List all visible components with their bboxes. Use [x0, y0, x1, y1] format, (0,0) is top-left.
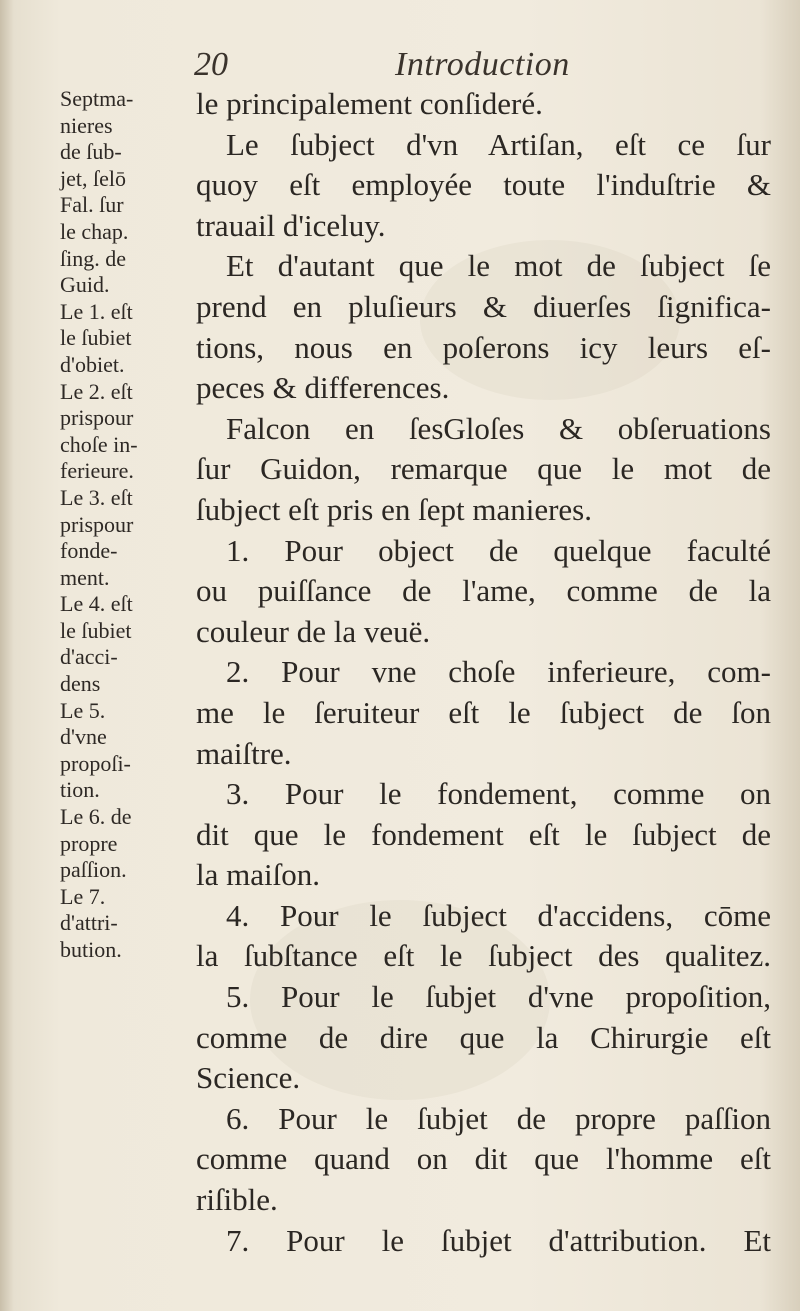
margin-note-line: d'obiet.	[60, 351, 125, 377]
margin-note-line: ment.	[60, 564, 110, 590]
text-line: 1. Pour object de quelque faculté	[226, 532, 771, 568]
text-line: peces & differences.	[196, 370, 450, 406]
text-line: Et d'autant que le mot de ſubject ſe	[226, 248, 771, 284]
margin-note-line: le ſubiet	[60, 325, 132, 351]
text-line: 5. Pour le ſubjet d'vne propoſition,	[226, 979, 771, 1015]
margin-note-line: le chap.	[60, 218, 129, 244]
margin-note-line: propoſi-	[60, 750, 131, 776]
text-line: la ſubſtance eſt le ſubject des qualitez.	[196, 938, 771, 974]
text-line: comme quand on dit que l'homme eſt	[196, 1141, 771, 1177]
running-head: Introduction	[395, 46, 570, 83]
text-line: 6. Pour le ſubjet de propre paſſion	[226, 1100, 771, 1136]
text-line: ſubject eſt pris en ſept manieres.	[196, 491, 592, 527]
margin-note-line: Le 1. eſt	[60, 298, 133, 324]
margin-note-line: d'acci-	[60, 644, 118, 670]
page-number: 20	[194, 46, 228, 83]
text-line: maiſtre.	[196, 735, 292, 771]
margin-note-line: choſe in-	[60, 431, 138, 457]
text-line: 2. Pour vne choſe inferieure, com-	[226, 654, 771, 690]
text-line: quoy eſt employée toute l'induſtrie &	[196, 167, 771, 203]
margin-note-line: paſſion.	[60, 857, 127, 883]
text-line: 4. Pour le ſubject d'accidens, cōme	[226, 897, 771, 933]
margin-note-line: prispour	[60, 511, 134, 537]
text-line: Science.	[196, 1060, 301, 1096]
margin-note-line: Guid.	[60, 272, 110, 298]
text-line: prend en pluſieurs & diuerſes ſignifica-	[196, 288, 771, 324]
margin-note-line: Le 4. eſt	[60, 591, 133, 617]
text-line: le principalement conſideré.	[196, 86, 543, 121]
margin-note-line: Le 5.	[60, 697, 106, 723]
margin-note-line: Le 2. eſt	[60, 378, 133, 404]
margin-note-line: fonde-	[60, 538, 118, 564]
text-line: comme de dire que la Chirurgie eſt	[196, 1019, 771, 1055]
margin-note-line: jet, ſelō	[60, 165, 126, 191]
margin-note-line: dens	[60, 671, 101, 697]
margin-note-line: le ſubiet	[60, 617, 132, 643]
margin-note-line: Septma-	[60, 86, 134, 111]
margin-note-line: ſing. de	[60, 245, 126, 271]
text-line: tions, nous en poſerons icy leurs eſ-	[196, 329, 771, 365]
margin-note-line: bution.	[60, 937, 122, 962]
margin-note-line: de ſub-	[60, 139, 122, 165]
margin-note-line: propre	[60, 830, 118, 856]
text-line: Falcon en ſesGloſes & obſeruations	[226, 410, 771, 446]
text-line: 7. Pour le ſubjet d'attribution. Et	[226, 1222, 771, 1258]
text-line: 3. Pour le fondement, comme on	[226, 776, 771, 812]
text-line: riſible.	[196, 1182, 278, 1218]
text-line: couleur de la veuë.	[196, 613, 431, 649]
margin-note-line: Le 3. eſt	[60, 484, 133, 510]
body-text	[196, 84, 771, 1261]
margin-note-line: nieres	[60, 112, 113, 138]
text-line: ſur Guidon, remarque que le mot de	[196, 451, 771, 487]
margin-note-line: prispour	[60, 405, 134, 431]
text-line: me le ſeruiteur eſt le ſubject de ſon	[196, 694, 771, 730]
margin-note-line: tion.	[60, 777, 100, 803]
margin-note-line: ferieure.	[60, 458, 134, 484]
margin-note-line: d'attri-	[60, 910, 118, 936]
margin-note-line: Le 6. de	[60, 804, 132, 830]
margin-note-line: Le 7.	[60, 883, 106, 909]
margin-notes	[60, 86, 192, 964]
margin-note-line: Fal. ſur	[60, 192, 124, 218]
margin-note-line: d'vne	[60, 724, 107, 750]
text-line: dit que le fondement eſt le ſubject de	[196, 816, 771, 852]
text-line: trauail d'iceluy.	[196, 207, 386, 243]
text-line: ou puiſſance de l'ame, comme de la	[196, 573, 771, 609]
text-line: Le ſubject d'vn Artiſan, eſt ce ſur	[226, 126, 771, 162]
text-line: la maiſon.	[196, 857, 320, 893]
